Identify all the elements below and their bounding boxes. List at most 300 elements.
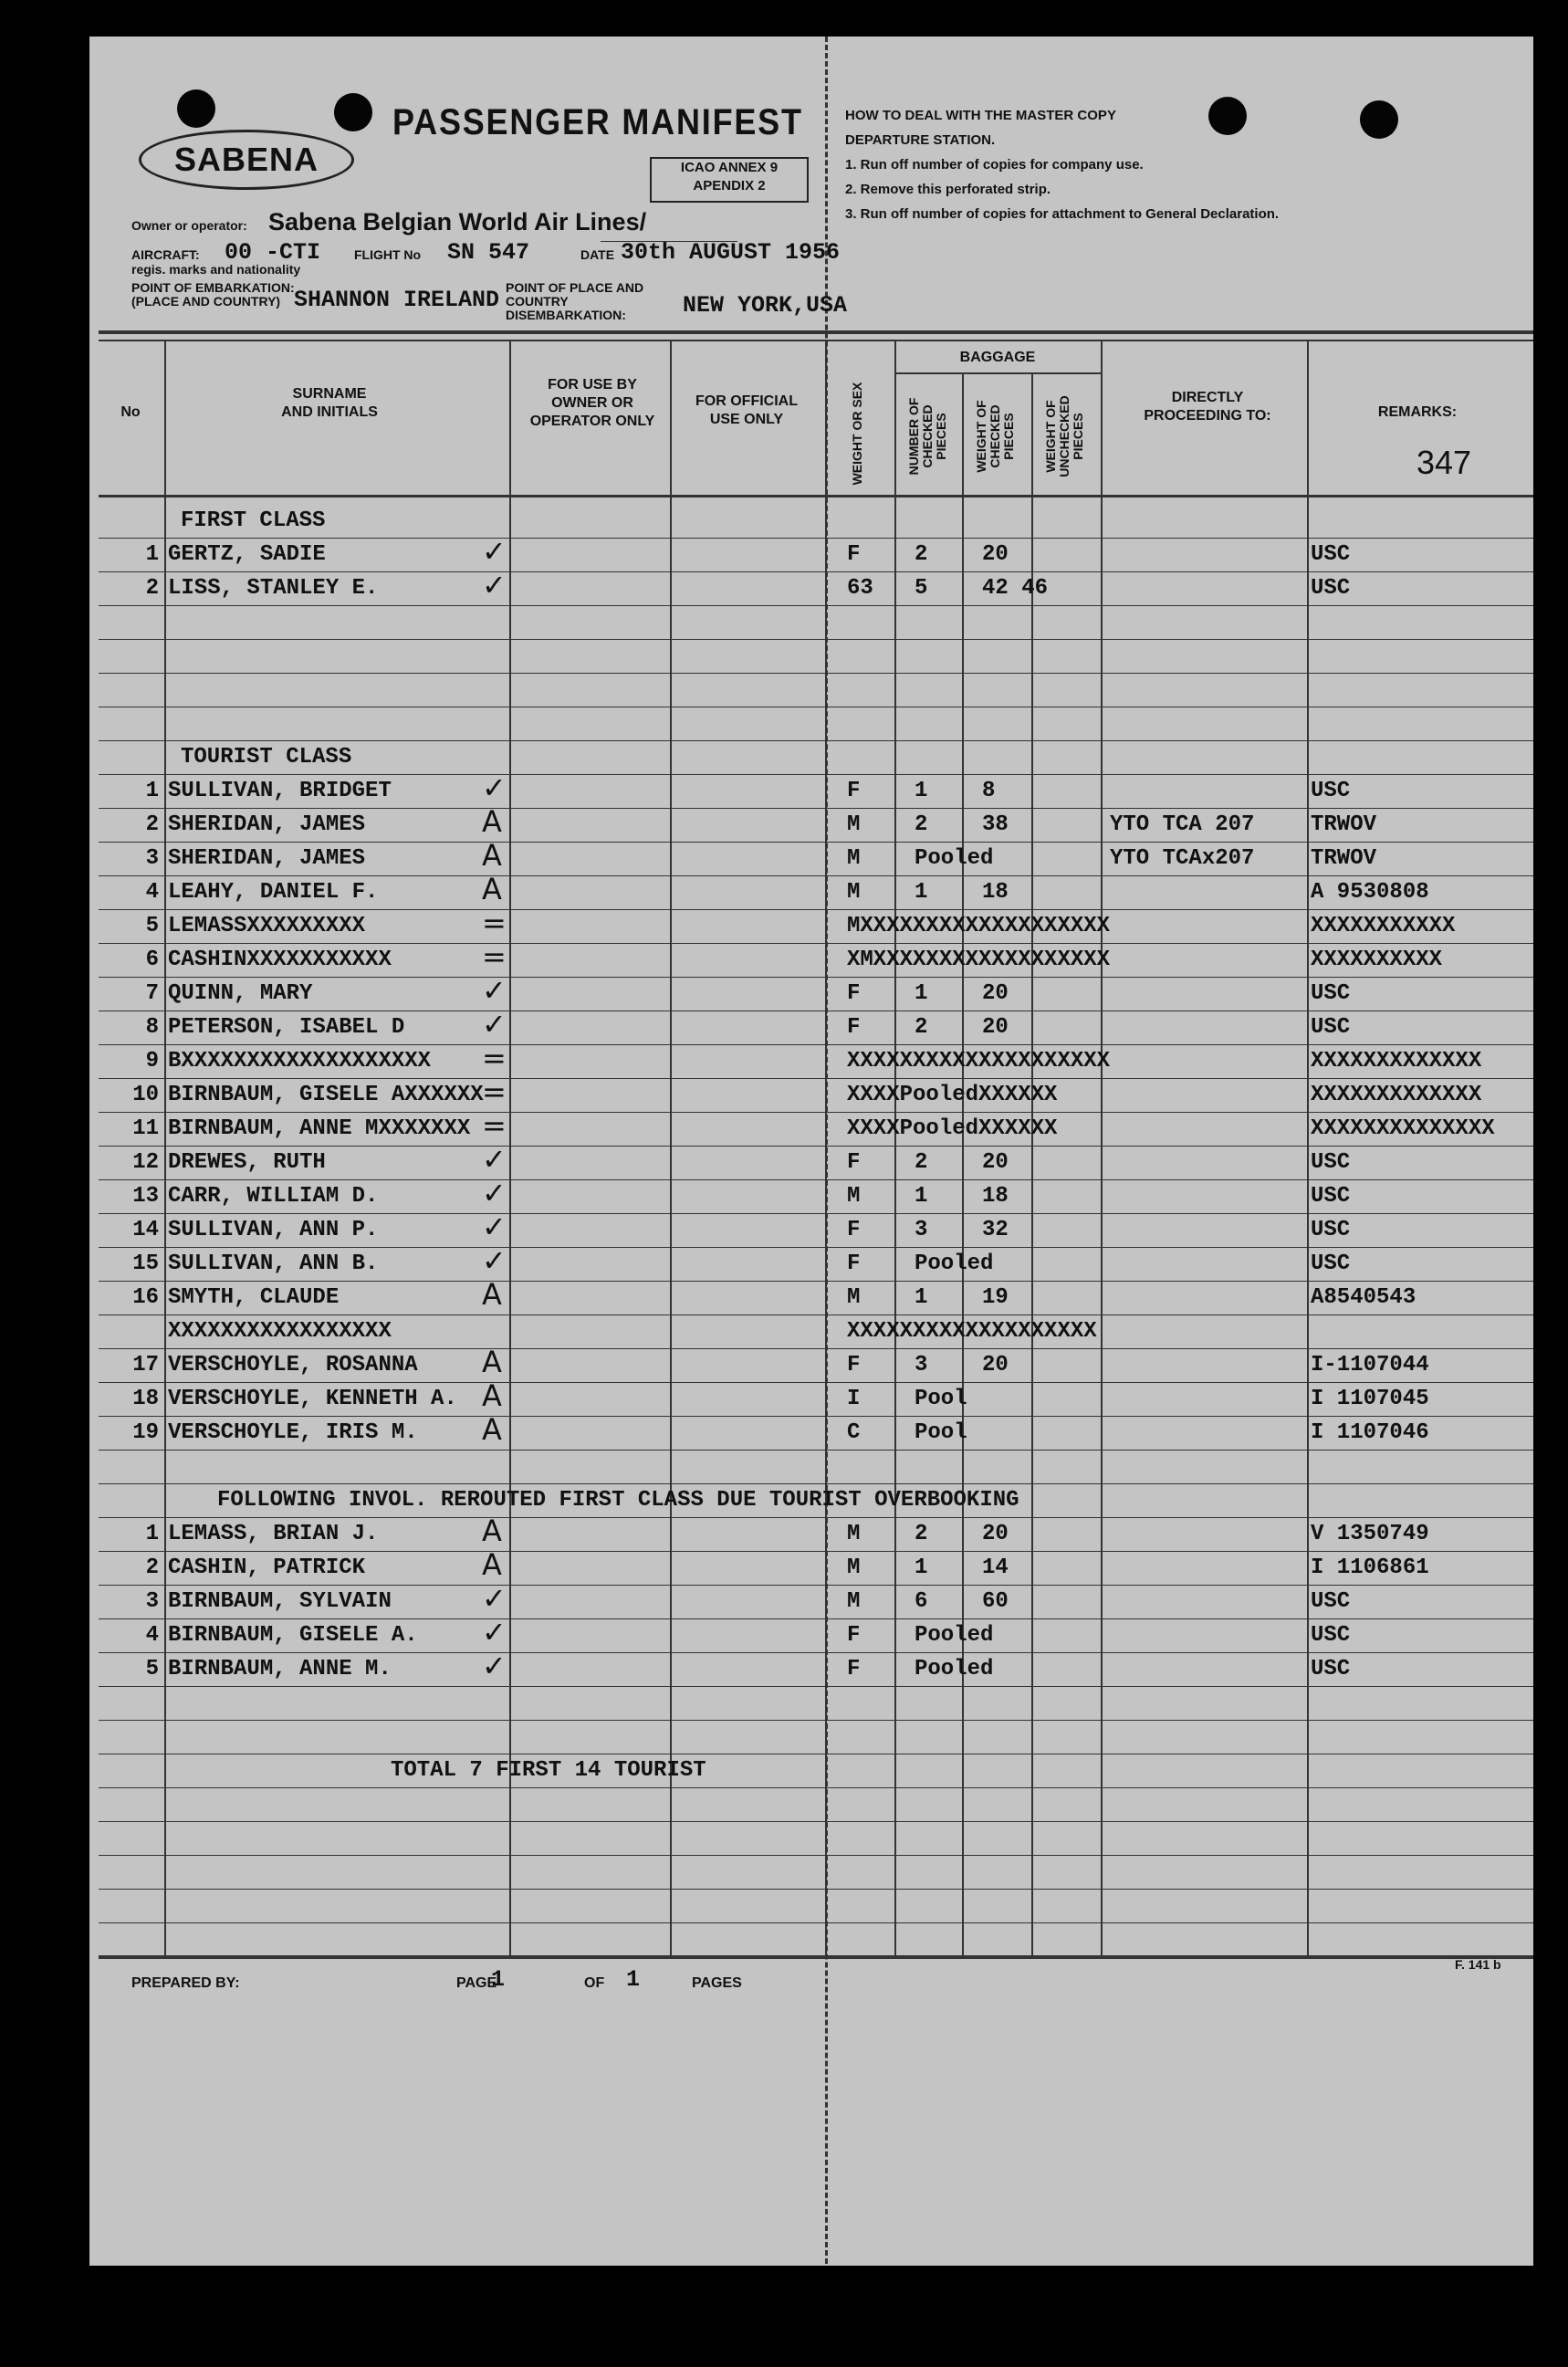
row-number: 13 xyxy=(132,1184,159,1209)
checked-pieces: 1 xyxy=(915,1285,928,1310)
table-row xyxy=(89,506,1533,539)
col-header-no: No xyxy=(120,404,141,420)
row-rule xyxy=(99,1517,1533,1518)
table-row xyxy=(89,906,1533,944)
page-label: PAGE xyxy=(456,1975,497,1991)
table-top-rule xyxy=(99,340,1533,341)
weight-or-sex: 63 xyxy=(847,576,873,601)
remarks-value: USC xyxy=(1311,1218,1351,1242)
remarks-value: TRWOV xyxy=(1311,812,1377,837)
row-rule xyxy=(99,1889,1533,1890)
table-row xyxy=(89,1210,1533,1248)
weight-or-sex: F xyxy=(847,1657,861,1681)
check-mark-icon: A xyxy=(482,838,502,873)
weight-or-sex: F xyxy=(847,981,861,1006)
row-number: 1 xyxy=(145,542,159,567)
table-bottom-rule xyxy=(99,1955,1533,1959)
row-rule xyxy=(99,1922,1533,1923)
aircraft-label: AIRCRAFT: xyxy=(131,247,200,262)
remarks-value: USC xyxy=(1311,1150,1351,1175)
checked-pieces: 6 xyxy=(915,1589,928,1614)
checked-pieces: 1 xyxy=(915,779,928,803)
row-rule xyxy=(99,538,1533,539)
row-rule xyxy=(99,1213,1533,1214)
check-mark-icon: ✓ xyxy=(482,1615,507,1650)
passenger-name: QUINN, MARY xyxy=(168,981,313,1006)
remarks-value: XXXXXXXXXXXXX xyxy=(1311,1049,1482,1074)
checked-pieces: 1 xyxy=(915,981,928,1006)
weight-or-sex: F xyxy=(847,779,861,803)
weight-or-sex: XMXXXXXXXXXXXXXXXXXX xyxy=(847,948,1111,972)
check-mark-icon: = xyxy=(482,1041,507,1075)
passenger-name: VERSCHOYLE, KENNETH A. xyxy=(168,1387,457,1411)
remarks-value: I 1107046 xyxy=(1311,1420,1429,1445)
row-rule xyxy=(99,1618,1533,1619)
row-rule xyxy=(99,1112,1533,1113)
table-row xyxy=(89,1176,1533,1214)
date-value: 30th AUGUST 1956 xyxy=(621,239,841,266)
checked-weight: 20 xyxy=(982,542,1009,567)
check-mark-icon: ✓ xyxy=(482,1649,507,1683)
manifest-sheet xyxy=(89,37,1533,2266)
passenger-name: BXXXXXXXXXXXXXXXXXXX xyxy=(168,1049,432,1074)
passenger-name: PETERSON, ISABEL D xyxy=(168,1015,405,1040)
check-mark-icon: ✓ xyxy=(482,1581,507,1616)
row-number: 2 xyxy=(145,812,159,837)
weight-or-sex: F xyxy=(847,542,861,567)
punch-hole xyxy=(177,89,215,128)
col-header-surname: SURNAME AND INITIALS xyxy=(281,386,378,420)
passenger-name: SULLIVAN, BRIDGET xyxy=(168,779,392,803)
row-rule xyxy=(99,1146,1533,1147)
row-number: 19 xyxy=(132,1420,159,1445)
weight-or-sex: MXXXXXXXXXXXXXXXXXXX xyxy=(847,914,1111,938)
row-rule xyxy=(99,571,1533,572)
proceeding-to: YTO TCA 207 xyxy=(1110,812,1255,837)
table-row xyxy=(89,838,1533,876)
row-number: 14 xyxy=(132,1218,159,1242)
remarks-value: USC xyxy=(1311,1252,1351,1276)
table-row xyxy=(89,1345,1533,1383)
table-row xyxy=(89,1485,1533,1518)
check-mark-icon: = xyxy=(482,906,507,940)
weight-or-sex: M xyxy=(847,846,861,871)
checked-weight: 32 xyxy=(982,1218,1009,1242)
passenger-name: FOLLOWING INVOL. REROUTED FIRST CLASS DUE TOURIST OVERBOOKING xyxy=(217,1488,1019,1513)
col-header-official-use: FOR OFFICIAL USE ONLY xyxy=(695,393,798,427)
page-value: 1 xyxy=(491,1966,506,1993)
table-row xyxy=(89,1142,1533,1180)
checked-pieces: 2 xyxy=(915,1015,928,1040)
row-rule xyxy=(99,1078,1533,1079)
passenger-name: VERSCHOYLE, ROSANNA xyxy=(168,1353,418,1377)
table-row xyxy=(89,1649,1533,1687)
header-bottom-rule xyxy=(99,495,1533,497)
passenger-name: FIRST CLASS xyxy=(181,508,326,533)
passenger-name: CARR, WILLIAM D. xyxy=(168,1184,379,1209)
check-mark-icon: = xyxy=(482,1074,507,1109)
checked-weight: 8 xyxy=(982,779,996,803)
table-row xyxy=(89,1547,1533,1586)
passenger-name: BIRNBAUM, ANNE M. xyxy=(168,1657,392,1681)
checked-pieces: 1 xyxy=(915,1184,928,1209)
weight-or-sex: M xyxy=(847,880,861,905)
row-rule xyxy=(99,1450,1533,1451)
checked-pieces: Pool xyxy=(915,1387,967,1411)
check-mark-icon: ✓ xyxy=(482,1176,507,1210)
table-row xyxy=(89,1581,1533,1619)
col-header-baggage: BAGGAGE xyxy=(959,350,1036,365)
remarks-value: XXXXXXXXXX xyxy=(1311,948,1443,972)
row-number: 10 xyxy=(132,1083,159,1107)
check-mark-icon: ✓ xyxy=(482,770,507,805)
checked-weight: 20 xyxy=(982,1150,1009,1175)
row-number: 3 xyxy=(145,1589,159,1614)
disembarkation-value: NEW YORK,USA xyxy=(683,292,848,319)
row-rule xyxy=(99,1787,1533,1788)
checked-pieces: 2 xyxy=(915,1522,928,1546)
row-rule xyxy=(99,1247,1533,1248)
row-rule xyxy=(99,977,1533,978)
passenger-name: LISS, STANLEY E. xyxy=(168,576,379,601)
row-number: 8 xyxy=(145,1015,159,1040)
form-code: F. 141 b xyxy=(1455,1957,1501,1972)
table-row xyxy=(89,1316,1533,1349)
passenger-name: CASHINXXXXXXXXXXX xyxy=(168,948,392,972)
row-number: 7 xyxy=(145,981,159,1006)
of-label: OF xyxy=(584,1975,605,1991)
row-number: 1 xyxy=(145,1522,159,1546)
check-mark-icon: A xyxy=(482,1378,502,1413)
row-rule xyxy=(99,1551,1533,1552)
row-number: 4 xyxy=(145,1623,159,1648)
row-rule xyxy=(99,1281,1533,1282)
row-rule xyxy=(99,1686,1533,1687)
checked-pieces: 1 xyxy=(915,1555,928,1580)
row-rule xyxy=(99,1855,1533,1856)
table-row xyxy=(89,1823,1533,1856)
row-rule xyxy=(99,1348,1533,1349)
table-row xyxy=(89,1451,1533,1484)
passenger-name: BIRNBAUM, GISELE AXXXXXX xyxy=(168,1083,484,1107)
passenger-name: XXXXXXXXXXXXXXXXX xyxy=(168,1319,392,1344)
row-number: 18 xyxy=(132,1387,159,1411)
table-row xyxy=(89,1857,1533,1890)
remarks-number: 347 xyxy=(1416,444,1472,481)
passenger-name: TOURIST CLASS xyxy=(181,745,352,770)
checked-weight: 19 xyxy=(982,1285,1009,1310)
passenger-name: VERSCHOYLE, IRIS M. xyxy=(168,1420,418,1445)
instruction-line: HOW TO DEAL WITH THE MASTER COPY xyxy=(845,108,1116,123)
row-rule xyxy=(99,1483,1533,1484)
check-mark-icon: A xyxy=(482,1547,502,1582)
check-mark-icon: ✓ xyxy=(482,568,507,602)
check-mark-icon: ✓ xyxy=(482,534,507,569)
table-row xyxy=(89,742,1533,775)
instruction-line: 3. Run off number of copies for attachment to General Declaration. xyxy=(845,206,1280,222)
weight-or-sex: F xyxy=(847,1252,861,1276)
checked-pieces: 1 xyxy=(915,880,928,905)
check-mark-icon: ✓ xyxy=(482,1210,507,1244)
passenger-name: BIRNBAUM, SYLVAIN xyxy=(168,1589,392,1614)
check-mark-icon: ✓ xyxy=(482,1142,507,1177)
table-row xyxy=(89,1277,1533,1315)
table-row xyxy=(89,1890,1533,1923)
weight-or-sex: XXXXXXXXXXXXXXXXXXXX xyxy=(847,1049,1111,1074)
table-row xyxy=(89,804,1533,843)
row-rule xyxy=(99,842,1533,843)
checked-weight: 42 46 xyxy=(982,576,1049,601)
checked-weight: 20 xyxy=(982,1015,1009,1040)
weight-or-sex: M xyxy=(847,1555,861,1580)
checked-pieces: 5 xyxy=(915,576,928,601)
instructions xyxy=(845,108,1279,231)
checked-pieces: Pooled xyxy=(915,1252,994,1276)
flight-label: FLIGHT No xyxy=(354,247,422,262)
passenger-name: BIRNBAUM, GISELE A. xyxy=(168,1623,418,1648)
row-rule xyxy=(99,774,1533,775)
baggage-sub-rule xyxy=(894,372,1101,374)
checked-weight: 14 xyxy=(982,1555,1009,1580)
checked-weight: 20 xyxy=(982,1353,1009,1377)
checked-weight: 20 xyxy=(982,981,1009,1006)
weight-or-sex: M xyxy=(847,1522,861,1546)
remarks-value: USC xyxy=(1311,1589,1351,1614)
row-number: 4 xyxy=(145,880,159,905)
owner-label: Owner or operator: xyxy=(131,218,247,233)
remarks-value: I-1107044 xyxy=(1311,1353,1429,1377)
remarks-value: V 1350749 xyxy=(1311,1522,1429,1546)
col-header-weight-checked: WEIGHT OF CHECKED PIECES xyxy=(974,400,1016,473)
passenger-name: LEAHY, DANIEL F. xyxy=(168,880,379,905)
row-rule xyxy=(99,1585,1533,1586)
checked-weight: 60 xyxy=(982,1589,1009,1614)
remarks-value: USC xyxy=(1311,576,1351,601)
embarkation-value: SHANNON IRELAND xyxy=(294,287,500,313)
checked-weight: 38 xyxy=(982,812,1009,837)
table-row xyxy=(89,1108,1533,1147)
table-row xyxy=(89,872,1533,910)
row-rule xyxy=(99,1382,1533,1383)
weight-or-sex: F xyxy=(847,1353,861,1377)
passenger-name: DREWES, RUTH xyxy=(168,1150,326,1175)
row-rule xyxy=(99,1179,1533,1180)
row-rule xyxy=(99,1044,1533,1045)
col-header-weight-sex: WEIGHT OR SEX xyxy=(850,382,864,486)
table-row xyxy=(89,1243,1533,1282)
remarks-value: A8540543 xyxy=(1311,1285,1416,1310)
check-mark-icon: A xyxy=(482,1412,502,1447)
remarks-value: A 9530808 xyxy=(1311,880,1429,905)
row-rule xyxy=(99,1416,1533,1417)
remarks-value: USC xyxy=(1311,779,1351,803)
weight-or-sex: XXXXXXXXXXXXXXXXXXX xyxy=(847,1319,1097,1344)
table-row xyxy=(89,1412,1533,1451)
weight-or-sex: M xyxy=(847,812,861,837)
check-mark-icon: ✓ xyxy=(482,1243,507,1278)
remarks-value: XXXXXXXXXXX xyxy=(1311,914,1456,938)
weight-or-sex: M xyxy=(847,1184,861,1209)
remarks-value: TRWOV xyxy=(1311,846,1377,871)
row-rule xyxy=(99,875,1533,876)
row-number: 5 xyxy=(145,1657,159,1681)
row-rule xyxy=(99,1652,1533,1653)
row-number: 2 xyxy=(145,576,159,601)
sabena-logo: SABENA xyxy=(139,130,354,190)
check-mark-icon: A xyxy=(482,1345,502,1379)
table-row xyxy=(89,1041,1533,1079)
table-row xyxy=(89,1615,1533,1653)
checked-pieces: 2 xyxy=(915,812,928,837)
punch-hole xyxy=(1360,100,1398,139)
row-number: 11 xyxy=(132,1116,159,1141)
date-label: DATE xyxy=(580,247,615,262)
row-number: 1 xyxy=(145,779,159,803)
row-number: 17 xyxy=(132,1353,159,1377)
passenger-name: TOTAL 7 FIRST 14 TOURIST xyxy=(391,1758,706,1783)
row-rule xyxy=(99,943,1533,944)
weight-or-sex: F xyxy=(847,1218,861,1242)
proceeding-to: YTO TCAx207 xyxy=(1110,846,1255,871)
aircraft-sub-label: regis. marks and nationality xyxy=(131,262,301,277)
row-rule xyxy=(99,740,1533,741)
remarks-value: USC xyxy=(1311,542,1351,567)
table-row xyxy=(89,1378,1533,1417)
weight-or-sex: XXXXPooledXXXXXX xyxy=(847,1083,1058,1107)
col-header-proceeding: DIRECTLY PROCEEDING TO: xyxy=(1144,390,1271,424)
weight-or-sex: C xyxy=(847,1420,861,1445)
passenger-name: SULLIVAN, ANN P. xyxy=(168,1218,379,1242)
row-rule xyxy=(99,605,1533,606)
prepared-by-label: PREPARED BY: xyxy=(131,1975,240,1991)
passenger-name: CASHIN, PATRICK xyxy=(168,1555,366,1580)
remarks-value: I 1107045 xyxy=(1311,1387,1429,1411)
col-header-remarks: REMARKS: xyxy=(1377,404,1458,420)
row-rule xyxy=(99,909,1533,910)
checked-weight: 18 xyxy=(982,1184,1009,1209)
checked-pieces: Pooled xyxy=(915,1623,994,1648)
pages-label: PAGES xyxy=(692,1975,742,1991)
table-row xyxy=(89,534,1533,572)
row-number: 15 xyxy=(132,1252,159,1276)
of-value: 1 xyxy=(626,1966,641,1993)
table-row xyxy=(89,568,1533,606)
owner-value: Sabena Belgian World Air Lines/ xyxy=(268,208,647,236)
passenger-name: LEMASS, BRIAN J. xyxy=(168,1522,379,1546)
table-row xyxy=(89,607,1533,640)
check-mark-icon: = xyxy=(482,1108,507,1143)
check-mark-icon: = xyxy=(482,939,507,974)
table-row xyxy=(89,641,1533,674)
table-row xyxy=(89,675,1533,707)
annex-line-1: ICAO ANNEX 9 xyxy=(680,160,779,175)
aircraft-value: 00 -CTI xyxy=(225,239,321,266)
remarks-value: USC xyxy=(1311,1623,1351,1648)
weight-or-sex: M xyxy=(847,1285,861,1310)
table-row xyxy=(89,1755,1533,1788)
table-row xyxy=(89,1074,1533,1113)
remarks-value: USC xyxy=(1311,1657,1351,1681)
instruction-line: DEPARTURE STATION. xyxy=(845,132,996,148)
passenger-name: LEMASSXXXXXXXXX xyxy=(168,914,366,938)
checked-pieces: Pooled xyxy=(915,846,994,871)
col-header-owner-use: FOR USE BY OWNER OR OPERATOR ONLY xyxy=(529,377,655,429)
col-header-num-checked: NUMBER OF CHECKED PIECES xyxy=(906,397,948,476)
passenger-name: SMYTH, CLAUDE xyxy=(168,1285,340,1310)
row-number: 6 xyxy=(145,948,159,972)
row-rule xyxy=(99,1821,1533,1822)
checked-pieces: 3 xyxy=(915,1218,928,1242)
check-mark-icon: A xyxy=(482,872,502,906)
check-mark-icon: A xyxy=(482,804,502,839)
disembarkation-label: POINT OF PLACE AND COUNTRY DISEMBARKATION: xyxy=(506,280,644,322)
flight-value: SN 547 xyxy=(447,239,530,266)
remarks-value: USC xyxy=(1311,1015,1351,1040)
table-row xyxy=(89,1513,1533,1552)
table-row xyxy=(89,1007,1533,1045)
remarks-value: XXXXXXXXXXXXXX xyxy=(1311,1116,1495,1141)
weight-or-sex: XXXXPooledXXXXXX xyxy=(847,1116,1058,1141)
weight-or-sex: I xyxy=(847,1387,861,1411)
document-title: PASSENGER MANIFEST xyxy=(392,102,803,142)
passenger-name: SHERIDAN, JAMES xyxy=(168,846,366,871)
row-rule xyxy=(99,1720,1533,1721)
row-number: 9 xyxy=(145,1049,159,1074)
punch-hole xyxy=(334,93,372,131)
row-rule xyxy=(99,673,1533,674)
checked-pieces: 3 xyxy=(915,1353,928,1377)
row-rule xyxy=(99,808,1533,809)
row-number: 2 xyxy=(145,1555,159,1580)
check-mark-icon: ✓ xyxy=(482,1007,507,1042)
table-row xyxy=(89,770,1533,809)
remarks-value: USC xyxy=(1311,981,1351,1006)
table-row xyxy=(89,1688,1533,1721)
table-row xyxy=(89,1789,1533,1822)
checked-pieces: Pooled xyxy=(915,1657,994,1681)
remarks-value: USC xyxy=(1311,1184,1351,1209)
weight-or-sex: F xyxy=(847,1150,861,1175)
remarks-value: I 1106861 xyxy=(1311,1555,1429,1580)
row-number: 5 xyxy=(145,914,159,938)
weight-or-sex: F xyxy=(847,1623,861,1648)
passenger-name: GERTZ, SADIE xyxy=(168,542,326,567)
embarkation-label: POINT OF EMBARKATION: (PLACE AND COUNTRY) xyxy=(131,280,295,309)
instruction-line: 2. Remove this perforated strip. xyxy=(845,182,1051,197)
checked-pieces: 2 xyxy=(915,542,928,567)
remarks-value: XXXXXXXXXXXXX xyxy=(1311,1083,1482,1107)
col-header-weight-unchecked: WEIGHT OF UNCHECKED PIECES xyxy=(1043,395,1085,477)
passenger-name: SULLIVAN, ANN B. xyxy=(168,1252,379,1276)
checked-weight: 20 xyxy=(982,1522,1009,1546)
checked-pieces: 2 xyxy=(915,1150,928,1175)
row-rule xyxy=(99,1314,1533,1315)
row-rule xyxy=(99,639,1533,640)
table-row xyxy=(89,1722,1533,1754)
check-mark-icon: A xyxy=(482,1277,502,1312)
check-mark-icon: ✓ xyxy=(482,973,507,1008)
table-row xyxy=(89,708,1533,741)
weight-or-sex: F xyxy=(847,1015,861,1040)
check-mark-icon: A xyxy=(482,1513,502,1548)
checked-weight: 18 xyxy=(982,880,1009,905)
table-row xyxy=(89,939,1533,978)
checked-pieces: Pool xyxy=(915,1420,967,1445)
icao-annex-box xyxy=(650,157,809,203)
weight-or-sex: M xyxy=(847,1589,861,1614)
annex-line-2: APENDIX 2 xyxy=(693,178,766,194)
table-top-rule xyxy=(99,330,1533,334)
